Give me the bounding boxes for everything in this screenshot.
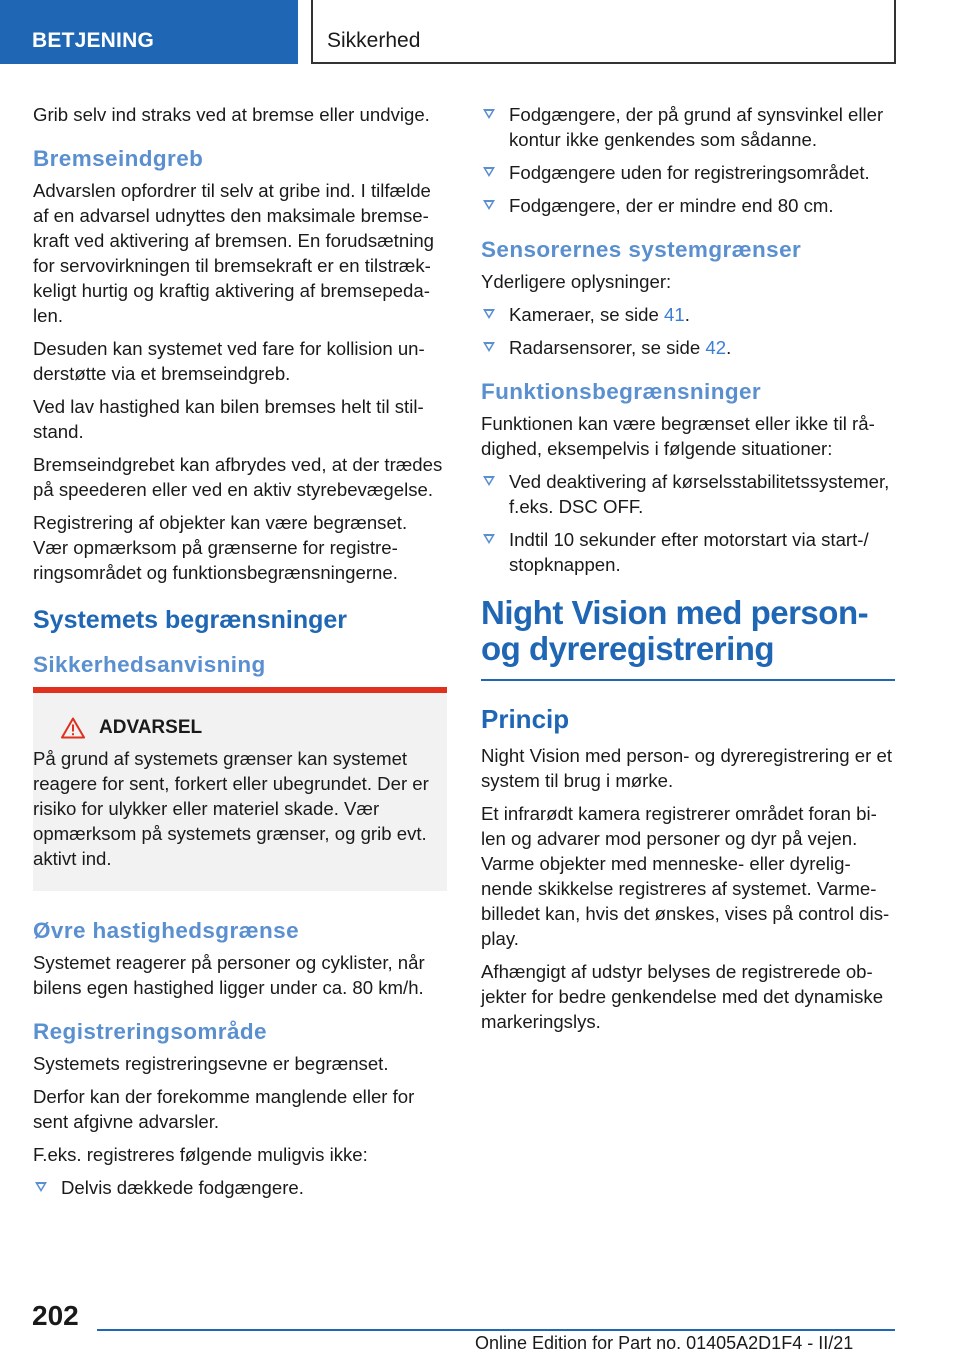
heading-oevre-hastighedsgraense: Øvre hastighedsgrænse xyxy=(33,918,299,943)
paragraph: Desuden kan systemet ved fare for kollision understøtte via et bremseindgreb. xyxy=(33,338,425,384)
list-item xyxy=(481,469,895,519)
paragraph: Systemet reagerer på personer og cyklister, når bilens egen hastighed ligger under ca. 80 km/h. xyxy=(33,952,425,998)
list-item-text: Indtil 10 sekunder efter motorstart via start-/ stopknappen. xyxy=(509,529,869,575)
triangle-bullet-icon xyxy=(483,534,495,544)
paragraph: Funktionen kan være begrænset eller ikke til rådighed, eksempelvis i følgende situationer: xyxy=(481,413,875,459)
section-tab: BETJENING xyxy=(0,0,298,64)
heading-sikkerhedsanvisning: Sikkerhedsanvisning xyxy=(33,652,266,677)
page-number: 202 xyxy=(32,1300,79,1331)
paragraph: F.eks. registreres følgende muligvis ikke: xyxy=(33,1144,368,1165)
paragraph: Advarslen opfordrer til selv at gribe ind. I tilfælde af en advarsel udnyttes den maksimale bremsekraft ved aktivering af bremsen. En forudsætning for servovirkningen til bremsekraft er en tilstrækkeligt hurtig og kraftig aktivering af bremsepedalen. xyxy=(33,180,435,326)
punctuation: . xyxy=(726,337,732,358)
triangle-bullet-icon xyxy=(483,309,495,319)
intro-text: Grib selv ind straks ved at bremse eller undvige. xyxy=(33,104,430,125)
list-item xyxy=(481,102,895,152)
paragraph: Systemets registreringsevne er begrænset. xyxy=(33,1053,389,1074)
page-reference-link[interactable]: 42 xyxy=(705,337,727,358)
list-item-text: Fodgængere, der på grund af synsvinkel eller kontur ikke genkendes som sådanne. xyxy=(509,104,884,150)
triangle-bullet-icon xyxy=(483,167,495,177)
warning-triangle-icon xyxy=(61,717,85,739)
list-item xyxy=(481,302,895,327)
triangle-bullet-icon xyxy=(483,476,495,486)
left-column xyxy=(33,102,447,1208)
bullet-list xyxy=(33,1175,447,1200)
heading-sensorernes-systemgraenser: Sensorernes systemgrænser xyxy=(481,237,802,262)
warning-title: ADVARSEL xyxy=(99,717,203,738)
bullet-list xyxy=(481,469,895,577)
triangle-bullet-icon xyxy=(483,200,495,210)
page-reference-link[interactable]: 41 xyxy=(664,304,685,325)
heading-systemets-begraensninger: Systemets begrænsninger xyxy=(33,606,347,634)
list-item xyxy=(481,193,895,218)
heading-funktionsbegraensninger: Funktionsbegrænsninger xyxy=(481,379,762,404)
paragraph: Registrering af objekter kan være begrænset. Vær opmærksom på grænserne for registreringsområdet og funktionsbegrænsningerne. xyxy=(33,512,408,583)
footer-divider xyxy=(97,1329,895,1331)
list-item xyxy=(481,335,895,360)
bullet-list xyxy=(481,302,895,360)
paragraph: Et infrarødt kamera registrerer området foran bilen og advarer mod personer og dyr på vejen. Varme objekter med menneske- eller dyrelignende skikkelse registreres af systemet. Varmebilledet kan, hvis det ønskes, vises på control display. xyxy=(481,803,890,949)
right-column xyxy=(481,102,895,1042)
list-item xyxy=(481,527,895,577)
paragraph: Yderligere oplysninger: xyxy=(481,271,672,292)
list-item xyxy=(481,160,895,185)
list-item-text: Radarsensorer, se side xyxy=(509,337,706,358)
warning-text: På grund af systemets grænser kan systemet reagere for sent, forkert eller ubegrundet. Der er risiko for ulykker eller materiel skade. Vær opmærksom på systemets grænser, og grib evt. aktivt ind. xyxy=(33,748,429,869)
paragraph: Ved lav hastighed kan bilen bremses helt til stilstand. xyxy=(33,396,424,442)
list-item-text: Delvis dækkede fodgængere. xyxy=(61,1177,304,1198)
punctuation: . xyxy=(684,304,690,325)
triangle-bullet-icon xyxy=(483,109,495,119)
chapter-title: Sikkerhed xyxy=(311,0,896,64)
edition-footer: Online Edition for Part no. 01405A2D1F4 - II/21 xyxy=(475,1333,854,1353)
bullet-list xyxy=(481,102,895,218)
triangle-bullet-icon xyxy=(483,342,495,352)
paragraph: Derfor kan der forekomme manglende eller for sent afgivne advarsler. xyxy=(33,1086,415,1132)
paragraph: Afhængigt af udstyr belyses de registrerede objekter for bedre genkendelse med det dynamiske markeringslys. xyxy=(481,961,884,1032)
warning-header xyxy=(33,715,431,740)
heading-bremseindgreb: Bremseindgreb xyxy=(33,146,204,171)
triangle-bullet-icon xyxy=(35,1182,47,1192)
heading-night-vision: Night Vision med person- og dyreregistrering xyxy=(481,594,869,667)
list-item xyxy=(33,1175,447,1200)
paragraph: Bremseindgrebet kan afbrydes ved, at der trædes på speederen eller ved en aktiv styrebevægelse. xyxy=(33,454,443,500)
heading-registreringsomraade: Registreringsområde xyxy=(33,1019,267,1044)
list-item-text: Fodgængere uden for registreringsområdet. xyxy=(509,162,870,183)
list-item-text: Fodgængere, der er mindre end 80 cm. xyxy=(509,195,834,216)
heading-princip: Princip xyxy=(481,704,570,734)
list-item-text: Kameraer, se side xyxy=(509,304,665,325)
paragraph: Night Vision med person- og dyreregistrering er et system til brug i mørke. xyxy=(481,745,892,791)
list-item-text: Ved deaktivering af kørselsstabilitetssystemer, f.eks. DSC OFF. xyxy=(509,471,890,517)
title-divider xyxy=(481,679,895,681)
warning-box xyxy=(33,687,447,891)
